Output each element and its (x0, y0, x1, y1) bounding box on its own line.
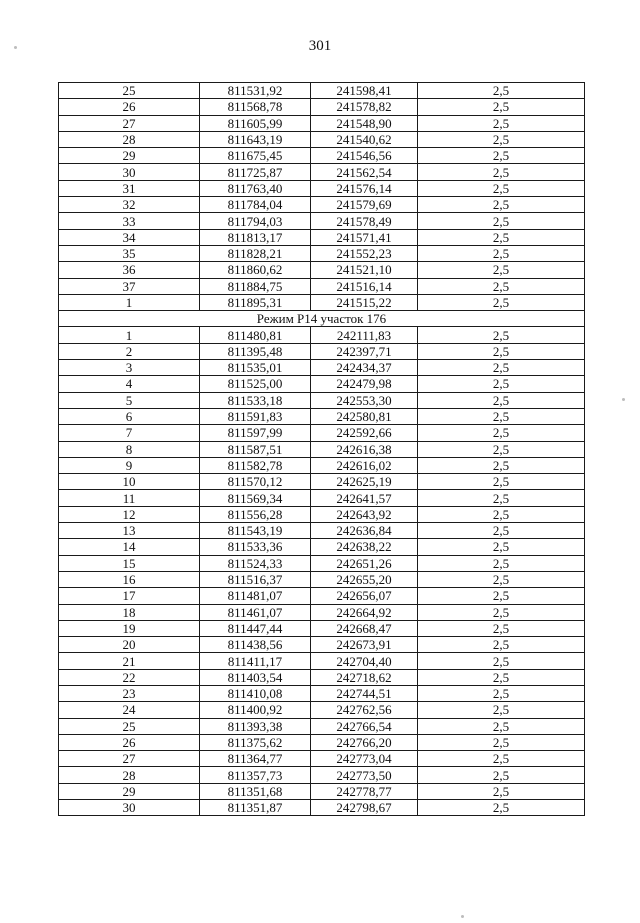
y-coordinate-cell: 241598,41 (311, 83, 418, 99)
table-row (59, 604, 585, 620)
point-number-cell: 2 (59, 343, 200, 359)
table-row (59, 327, 585, 343)
y-coordinate-cell: 242641,57 (311, 490, 418, 506)
point-number-cell: 24 (59, 702, 200, 718)
x-coordinate-cell: 811393,38 (200, 718, 311, 734)
point-number-cell: 31 (59, 180, 200, 196)
table-row (59, 115, 585, 131)
x-coordinate-cell: 811675,45 (200, 148, 311, 164)
value-cell: 2,5 (418, 506, 585, 522)
y-coordinate-cell: 242656,07 (311, 588, 418, 604)
y-coordinate-cell: 241576,14 (311, 180, 418, 196)
point-number-cell: 8 (59, 441, 200, 457)
value-cell: 2,5 (418, 115, 585, 131)
y-coordinate-cell: 242592,66 (311, 425, 418, 441)
point-number-cell: 9 (59, 457, 200, 473)
y-coordinate-cell: 242773,50 (311, 767, 418, 783)
point-number-cell: 36 (59, 262, 200, 278)
x-coordinate-cell: 811516,37 (200, 571, 311, 587)
value-cell: 2,5 (418, 148, 585, 164)
x-coordinate-cell: 811351,87 (200, 800, 311, 816)
table-row (59, 523, 585, 539)
value-cell: 2,5 (418, 571, 585, 587)
table-row (59, 474, 585, 490)
table-row (59, 262, 585, 278)
point-number-cell: 1 (59, 327, 200, 343)
value-cell: 2,5 (418, 294, 585, 310)
y-coordinate-cell: 241515,22 (311, 294, 418, 310)
x-coordinate-cell: 811569,34 (200, 490, 311, 506)
table-row (59, 539, 585, 555)
table-row (59, 490, 585, 506)
x-coordinate-cell: 811643,19 (200, 131, 311, 147)
point-number-cell: 29 (59, 148, 200, 164)
point-number-cell: 33 (59, 213, 200, 229)
x-coordinate-cell: 811375,62 (200, 734, 311, 750)
x-coordinate-cell: 811763,40 (200, 180, 311, 196)
table-row (59, 425, 585, 441)
table-row (59, 376, 585, 392)
value-cell: 2,5 (418, 637, 585, 653)
table-row (59, 571, 585, 587)
y-coordinate-cell: 242766,20 (311, 734, 418, 750)
x-coordinate-cell: 811533,18 (200, 392, 311, 408)
coordinates-table (58, 82, 585, 816)
value-cell: 2,5 (418, 83, 585, 99)
page-number: 301 (308, 38, 332, 54)
x-coordinate-cell: 811533,36 (200, 539, 311, 555)
x-coordinate-cell: 811794,03 (200, 213, 311, 229)
value-cell: 2,5 (418, 555, 585, 571)
value-cell: 2,5 (418, 588, 585, 604)
y-coordinate-cell: 242668,47 (311, 620, 418, 636)
value-cell: 2,5 (418, 539, 585, 555)
y-coordinate-cell: 241548,90 (311, 115, 418, 131)
value-cell: 2,5 (418, 425, 585, 441)
table-row (59, 702, 585, 718)
y-coordinate-cell: 242580,81 (311, 408, 418, 424)
value-cell: 2,5 (418, 262, 585, 278)
table-row (59, 637, 585, 653)
table-row (59, 734, 585, 750)
value-cell: 2,5 (418, 278, 585, 294)
point-number-cell: 15 (59, 555, 200, 571)
point-number-cell: 12 (59, 506, 200, 522)
value-cell: 2,5 (418, 702, 585, 718)
point-number-cell: 26 (59, 99, 200, 115)
value-cell: 2,5 (418, 457, 585, 473)
x-coordinate-cell: 811364,77 (200, 751, 311, 767)
table-row (59, 213, 585, 229)
table-row (59, 229, 585, 245)
x-coordinate-cell: 811543,19 (200, 523, 311, 539)
value-cell: 2,5 (418, 490, 585, 506)
value-cell: 2,5 (418, 99, 585, 115)
x-coordinate-cell: 811813,17 (200, 229, 311, 245)
table-row (59, 408, 585, 424)
x-coordinate-cell: 811535,01 (200, 360, 311, 376)
point-number-cell: 21 (59, 653, 200, 669)
table-row (59, 653, 585, 669)
y-coordinate-cell: 242762,56 (311, 702, 418, 718)
value-cell: 2,5 (418, 523, 585, 539)
value-cell: 2,5 (418, 604, 585, 620)
y-coordinate-cell: 242673,91 (311, 637, 418, 653)
y-coordinate-cell: 241521,10 (311, 262, 418, 278)
value-cell: 2,5 (418, 783, 585, 799)
point-number-cell: 20 (59, 637, 200, 653)
point-number-cell: 23 (59, 685, 200, 701)
x-coordinate-cell: 811860,62 (200, 262, 311, 278)
value-cell: 2,5 (418, 751, 585, 767)
value-cell: 2,5 (418, 441, 585, 457)
x-coordinate-cell: 811461,07 (200, 604, 311, 620)
point-number-cell: 26 (59, 734, 200, 750)
table-row (59, 180, 585, 196)
table-row (59, 506, 585, 522)
x-coordinate-cell: 811525,00 (200, 376, 311, 392)
table-row (59, 197, 585, 213)
table-row (59, 99, 585, 115)
x-coordinate-cell: 811438,56 (200, 637, 311, 653)
x-coordinate-cell: 811605,99 (200, 115, 311, 131)
x-coordinate-cell: 811531,92 (200, 83, 311, 99)
y-coordinate-cell: 241516,14 (311, 278, 418, 294)
point-number-cell: 13 (59, 523, 200, 539)
table-row (59, 457, 585, 473)
point-number-cell: 7 (59, 425, 200, 441)
y-coordinate-cell: 242766,54 (311, 718, 418, 734)
point-number-cell: 11 (59, 490, 200, 506)
point-number-cell: 5 (59, 392, 200, 408)
table-row (59, 767, 585, 783)
table-row (59, 278, 585, 294)
x-coordinate-cell: 811828,21 (200, 245, 311, 261)
x-coordinate-cell: 811400,92 (200, 702, 311, 718)
point-number-cell: 30 (59, 800, 200, 816)
value-cell: 2,5 (418, 197, 585, 213)
value-cell: 2,5 (418, 685, 585, 701)
y-coordinate-cell: 241546,56 (311, 148, 418, 164)
y-coordinate-cell: 241571,41 (311, 229, 418, 245)
x-coordinate-cell: 811410,08 (200, 685, 311, 701)
y-coordinate-cell: 242704,40 (311, 653, 418, 669)
y-coordinate-cell: 242625,19 (311, 474, 418, 490)
table-row (59, 588, 585, 604)
x-coordinate-cell: 811884,75 (200, 278, 311, 294)
table-row (59, 164, 585, 180)
value-cell: 2,5 (418, 360, 585, 376)
y-coordinate-cell: 242664,92 (311, 604, 418, 620)
x-coordinate-cell: 811784,04 (200, 197, 311, 213)
table-row (59, 620, 585, 636)
section-title: Режим Р14 участок 176 (59, 311, 585, 327)
point-number-cell: 22 (59, 669, 200, 685)
y-coordinate-cell: 241578,82 (311, 99, 418, 115)
table-row (59, 751, 585, 767)
coordinates-table-body (59, 83, 585, 816)
table-row (59, 294, 585, 310)
y-coordinate-cell: 242479,98 (311, 376, 418, 392)
table-row (59, 360, 585, 376)
y-coordinate-cell: 242651,26 (311, 555, 418, 571)
value-cell: 2,5 (418, 718, 585, 734)
y-coordinate-cell: 241562,54 (311, 164, 418, 180)
x-coordinate-cell: 811597,99 (200, 425, 311, 441)
y-coordinate-cell: 242744,51 (311, 685, 418, 701)
table-row (59, 555, 585, 571)
value-cell: 2,5 (418, 620, 585, 636)
x-coordinate-cell: 811591,83 (200, 408, 311, 424)
table-row (59, 343, 585, 359)
table-row (59, 83, 585, 99)
value-cell: 2,5 (418, 164, 585, 180)
y-coordinate-cell: 241552,23 (311, 245, 418, 261)
point-number-cell: 14 (59, 539, 200, 555)
x-coordinate-cell: 811411,17 (200, 653, 311, 669)
x-coordinate-cell: 811351,68 (200, 783, 311, 799)
point-number-cell: 25 (59, 718, 200, 734)
scan-speck (14, 46, 17, 49)
section-row (59, 311, 585, 327)
y-coordinate-cell: 241578,49 (311, 213, 418, 229)
x-coordinate-cell: 811725,87 (200, 164, 311, 180)
x-coordinate-cell: 811480,81 (200, 327, 311, 343)
x-coordinate-cell: 811587,51 (200, 441, 311, 457)
point-number-cell: 6 (59, 408, 200, 424)
point-number-cell: 27 (59, 115, 200, 131)
y-coordinate-cell: 242643,92 (311, 506, 418, 522)
value-cell: 2,5 (418, 767, 585, 783)
x-coordinate-cell: 811395,48 (200, 343, 311, 359)
table-row (59, 245, 585, 261)
value-cell: 2,5 (418, 734, 585, 750)
y-coordinate-cell: 242638,22 (311, 539, 418, 555)
y-coordinate-cell: 242718,62 (311, 669, 418, 685)
point-number-cell: 34 (59, 229, 200, 245)
y-coordinate-cell: 242655,20 (311, 571, 418, 587)
table-row (59, 441, 585, 457)
point-number-cell: 25 (59, 83, 200, 99)
point-number-cell: 4 (59, 376, 200, 392)
table-row (59, 718, 585, 734)
point-number-cell: 19 (59, 620, 200, 636)
point-number-cell: 30 (59, 164, 200, 180)
point-number-cell: 27 (59, 751, 200, 767)
y-coordinate-cell: 242778,77 (311, 783, 418, 799)
y-coordinate-cell: 242616,38 (311, 441, 418, 457)
point-number-cell: 17 (59, 588, 200, 604)
x-coordinate-cell: 811481,07 (200, 588, 311, 604)
table-row (59, 669, 585, 685)
value-cell: 2,5 (418, 474, 585, 490)
x-coordinate-cell: 811582,78 (200, 457, 311, 473)
y-coordinate-cell: 242434,37 (311, 360, 418, 376)
value-cell: 2,5 (418, 213, 585, 229)
value-cell: 2,5 (418, 327, 585, 343)
x-coordinate-cell: 811570,12 (200, 474, 311, 490)
table-row (59, 800, 585, 816)
table-row (59, 783, 585, 799)
value-cell: 2,5 (418, 245, 585, 261)
y-coordinate-cell: 242636,84 (311, 523, 418, 539)
point-number-cell: 35 (59, 245, 200, 261)
x-coordinate-cell: 811895,31 (200, 294, 311, 310)
value-cell: 2,5 (418, 408, 585, 424)
y-coordinate-cell: 242397,71 (311, 343, 418, 359)
point-number-cell: 28 (59, 131, 200, 147)
y-coordinate-cell: 242553,30 (311, 392, 418, 408)
point-number-cell: 3 (59, 360, 200, 376)
x-coordinate-cell: 811568,78 (200, 99, 311, 115)
scan-speck (461, 915, 464, 918)
point-number-cell: 16 (59, 571, 200, 587)
point-number-cell: 28 (59, 767, 200, 783)
value-cell: 2,5 (418, 800, 585, 816)
y-coordinate-cell: 242616,02 (311, 457, 418, 473)
value-cell: 2,5 (418, 669, 585, 685)
value-cell: 2,5 (418, 131, 585, 147)
point-number-cell: 32 (59, 197, 200, 213)
x-coordinate-cell: 811403,54 (200, 669, 311, 685)
y-coordinate-cell: 242773,04 (311, 751, 418, 767)
table-row (59, 131, 585, 147)
point-number-cell: 10 (59, 474, 200, 490)
table-row (59, 392, 585, 408)
value-cell: 2,5 (418, 343, 585, 359)
table-row (59, 685, 585, 701)
value-cell: 2,5 (418, 180, 585, 196)
point-number-cell: 29 (59, 783, 200, 799)
y-coordinate-cell: 241579,69 (311, 197, 418, 213)
value-cell: 2,5 (418, 376, 585, 392)
x-coordinate-cell: 811357,73 (200, 767, 311, 783)
x-coordinate-cell: 811447,44 (200, 620, 311, 636)
scan-speck (622, 398, 625, 401)
x-coordinate-cell: 811524,33 (200, 555, 311, 571)
value-cell: 2,5 (418, 229, 585, 245)
table-row (59, 148, 585, 164)
y-coordinate-cell: 242798,67 (311, 800, 418, 816)
point-number-cell: 1 (59, 294, 200, 310)
y-coordinate-cell: 241540,62 (311, 131, 418, 147)
point-number-cell: 18 (59, 604, 200, 620)
x-coordinate-cell: 811556,28 (200, 506, 311, 522)
value-cell: 2,5 (418, 653, 585, 669)
point-number-cell: 37 (59, 278, 200, 294)
value-cell: 2,5 (418, 392, 585, 408)
y-coordinate-cell: 242111,83 (311, 327, 418, 343)
